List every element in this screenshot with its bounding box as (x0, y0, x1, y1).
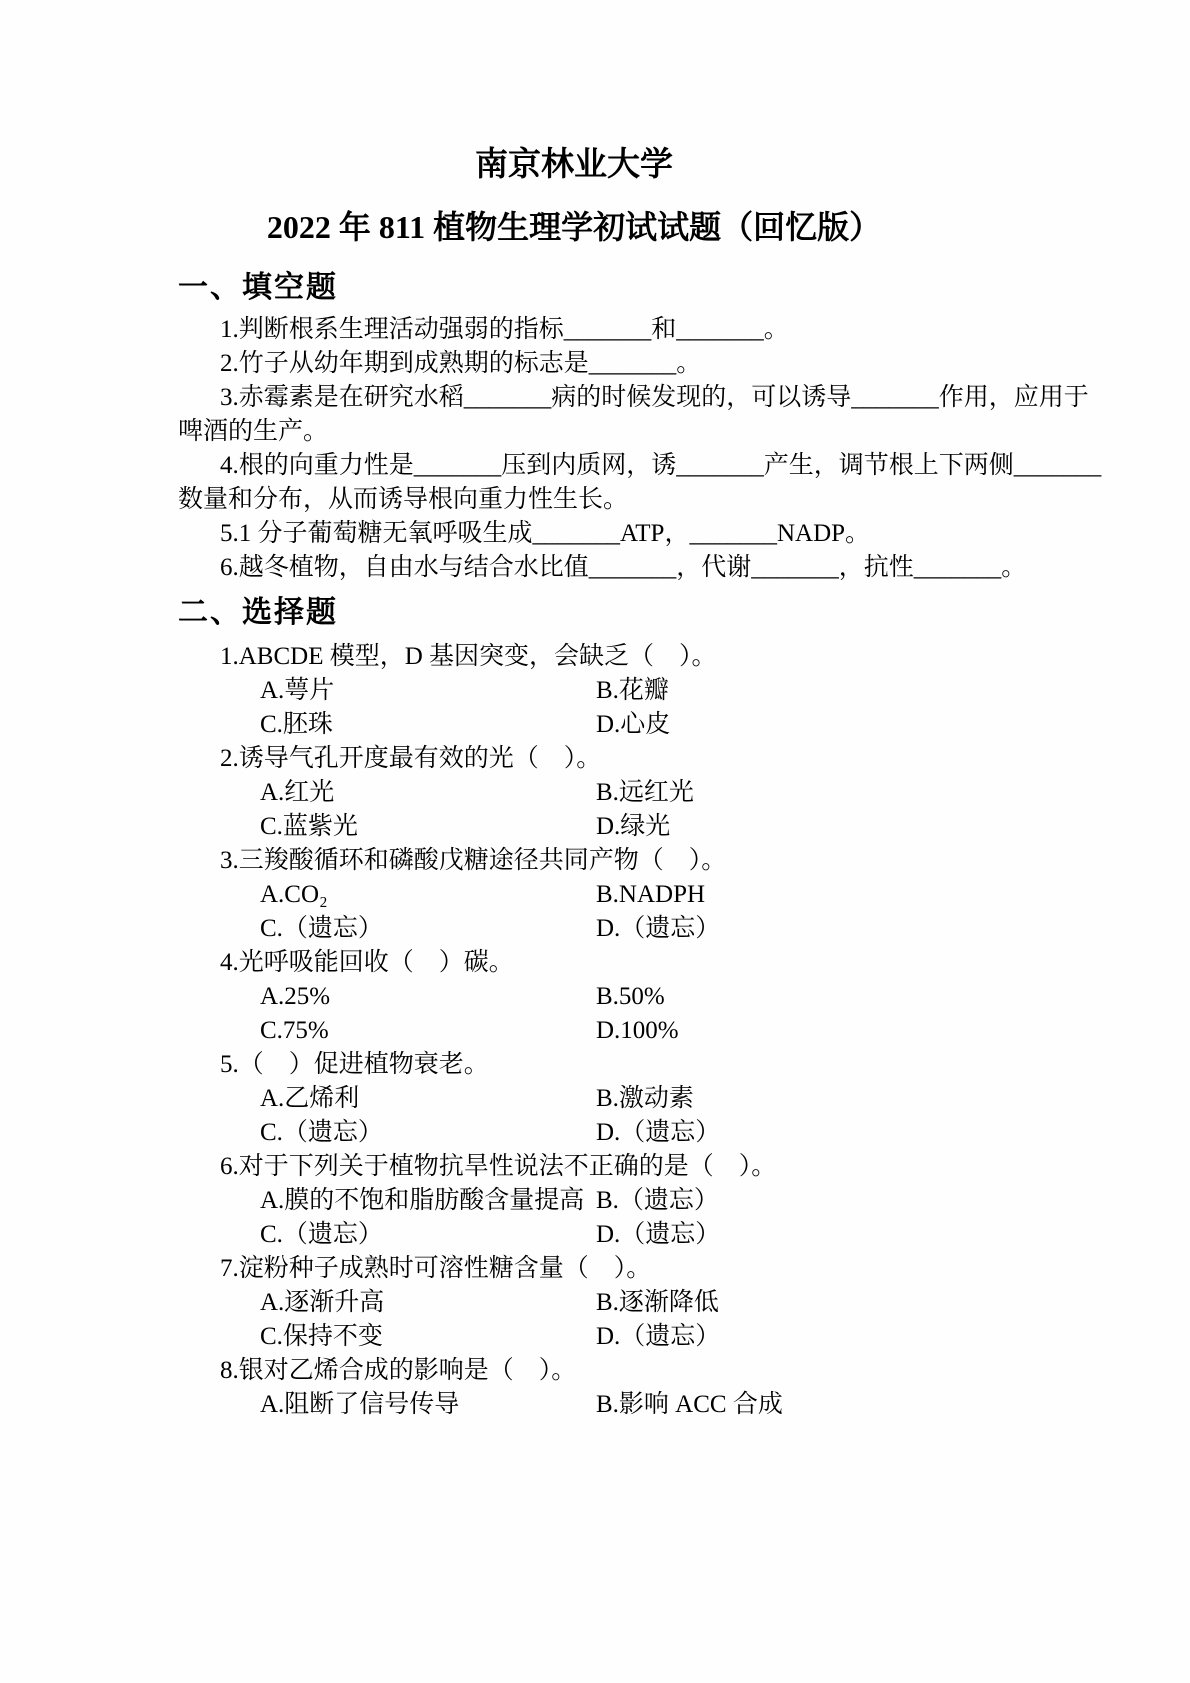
question (178, 640, 1050, 742)
option-row (178, 776, 1050, 810)
option-row (178, 674, 1050, 708)
option: D.（遗忘） (596, 915, 721, 942)
option: A.膜的不饱和脂肪酸含量提高 (260, 1187, 585, 1214)
option: C.（遗忘） (260, 915, 383, 942)
question-stem: 2.诱导气孔开度最有效的光（ ）。 (220, 745, 602, 772)
option: D.100% (596, 1017, 679, 1044)
option-row (178, 810, 1050, 844)
option: C.（遗忘） (260, 1221, 383, 1248)
fill-blank-line: 3.赤霉素是在研究水稻_______病的时候发现的，可以诱导_______作用，应用于 (220, 384, 1089, 411)
option: C.（遗忘） (260, 1119, 383, 1146)
question (178, 946, 1050, 1048)
option: C.75% (260, 1017, 329, 1044)
option: C.胚珠 (260, 711, 333, 738)
option: B.50% (596, 983, 665, 1010)
option: B.影响 ACC 合成 (596, 1391, 783, 1418)
option: B.激动素 (596, 1085, 694, 1112)
option: B.NADPH (596, 881, 706, 908)
option-row (178, 1116, 1050, 1150)
option: B.远红光 (596, 779, 694, 806)
option: B.（遗忘） (596, 1187, 719, 1214)
fill-blank-line: 2.竹子从幼年期到成熟期的标志是_______。 (220, 350, 702, 377)
question-stem: 4.光呼吸能回收（ ）碳。 (220, 949, 514, 976)
fill-in-blank-lines (178, 313, 1102, 585)
option-row (178, 1184, 1050, 1218)
fill-blank-line: 5.1 分子葡萄糖无氧呼吸生成_______ATP，_______NADP。 (220, 520, 871, 547)
fill-blank-line: 啤酒的生产。 (178, 418, 329, 445)
section-heading-multiple-choice: 二、选择题 (178, 596, 338, 629)
option: B.逐渐降低 (596, 1289, 719, 1316)
question (178, 1150, 1050, 1252)
option-row (178, 912, 1050, 946)
option: D.绿光 (596, 813, 671, 840)
question (178, 742, 1050, 844)
option-row (178, 1286, 1050, 1320)
question (178, 844, 1050, 946)
option: D.（遗忘） (596, 1221, 721, 1248)
option: D.心皮 (596, 711, 671, 738)
multiple-choice-questions (178, 640, 1050, 1422)
option: D.（遗忘） (596, 1119, 721, 1146)
option: C.保持不变 (260, 1323, 383, 1350)
option: A.阻断了信号传导 (260, 1391, 460, 1418)
question (178, 1252, 1050, 1354)
option: A.红光 (260, 779, 335, 806)
question-stem: 1.ABCDE 模型，D 基因突变，会缺乏（ ）。 (220, 643, 717, 670)
question-stem: 6.对于下列关于植物抗旱性说法不正确的是（ ）。 (220, 1153, 777, 1180)
option: A.逐渐升高 (260, 1289, 385, 1316)
question-stem: 7.淀粉种子成熟时可溶性糖含量（ ）。 (220, 1255, 652, 1282)
option-row (178, 1082, 1050, 1116)
document-subtitle: 2022 年 811 植物生理学初试试题（回忆版） (266, 209, 882, 245)
document-header (138, 145, 1010, 247)
option: C.蓝紫光 (260, 813, 358, 840)
option-row (178, 980, 1050, 1014)
option: B.花瓣 (596, 677, 669, 704)
document-title: 南京林业大学 (475, 147, 673, 183)
fill-blank-line: 1.判断根系生理活动强弱的指标_______和_______。 (220, 316, 789, 343)
fill-blank-line: 6.越冬植物，自由水与结合水比值_______，代谢_______，抗性_______。 (220, 554, 1027, 581)
question-stem: 5.（ ）促进植物衰老。 (220, 1051, 489, 1078)
question (178, 1354, 1050, 1422)
option: D.（遗忘） (596, 1323, 721, 1350)
option-row (178, 1388, 1050, 1422)
section-heading-fill-in-blank: 一、填空题 (178, 271, 338, 304)
question (178, 1048, 1050, 1150)
option-row (178, 1218, 1050, 1252)
fill-blank-line: 4.根的向重力性是_______压到内质网，诱_______产生，调节根上下两侧_______ (220, 452, 1102, 479)
question-stem: 3.三羧酸循环和磷酸戊糖途径共同产物（ ）。 (220, 847, 727, 874)
fill-blank-line: 数量和分布，从而诱导根向重力性生长。 (178, 486, 629, 513)
option-row (178, 1320, 1050, 1354)
option-row (178, 1014, 1050, 1048)
question-stem: 8.银对乙烯合成的影响是（ ）。 (220, 1357, 577, 1384)
option: A.乙烯利 (260, 1085, 360, 1112)
option-row (178, 878, 1050, 912)
option: A.25% (260, 983, 331, 1010)
option: A.CO₂ (260, 881, 328, 908)
option-row (178, 708, 1050, 742)
option: A.萼片 (260, 677, 335, 704)
